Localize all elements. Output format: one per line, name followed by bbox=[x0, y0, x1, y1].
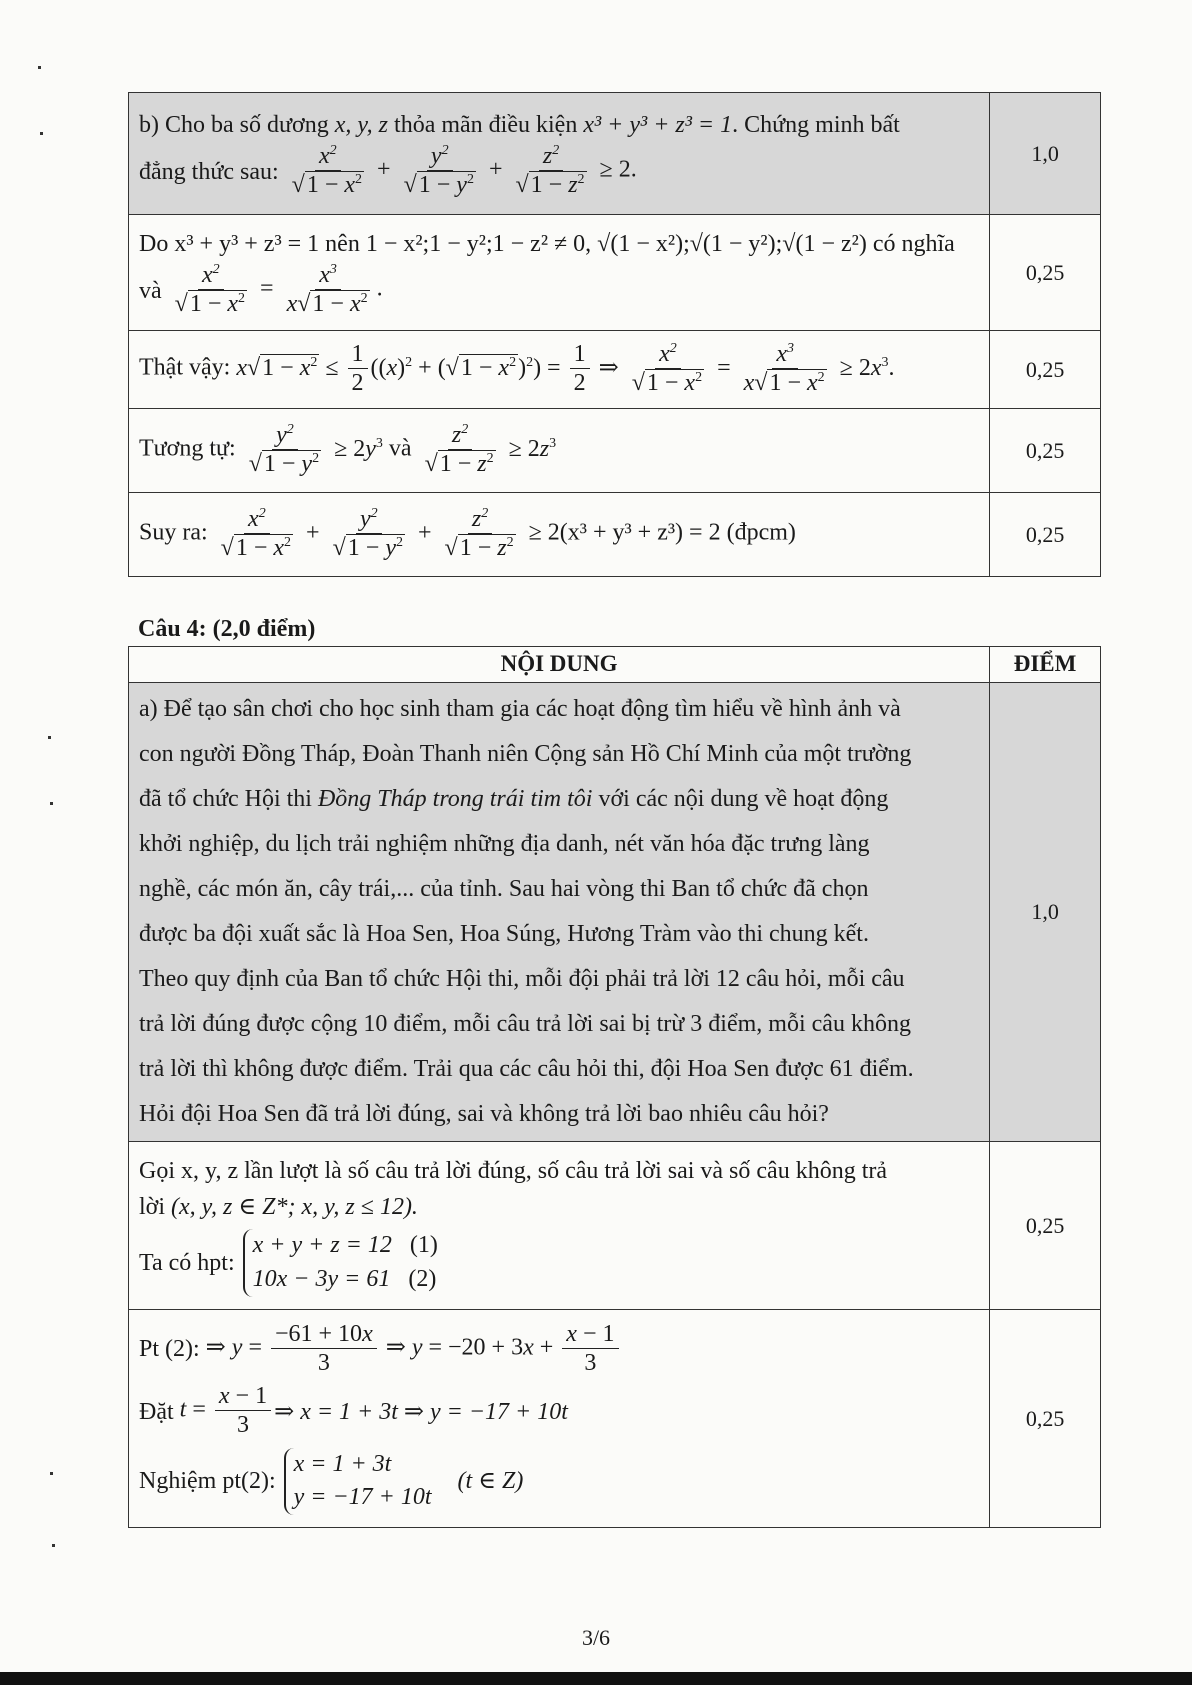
problem-text: đã tổ chức Hội thi bbox=[139, 785, 318, 812]
solution-cell bbox=[129, 409, 990, 493]
problem-line: trả lời đúng được cộng 10 điểm, mỗi câu trả lời sai bị trừ 3 điểm, mỗi câu không bbox=[139, 1010, 911, 1037]
score-cell: 0,25 bbox=[990, 1309, 1101, 1527]
variable-domain: (x, y, z ∈ Z*; x, y, z ≤ 12). bbox=[171, 1194, 418, 1221]
cau4-table bbox=[128, 646, 1101, 1528]
solution-cell bbox=[129, 331, 990, 409]
question-row bbox=[129, 93, 1101, 215]
equation-tag: (2) bbox=[408, 1266, 437, 1292]
problem-line: Theo quy định của Ban tổ chức Hội thi, mỗi đội phải trả lời 12 câu hỏi, mỗi câu bbox=[139, 965, 905, 992]
scan-speck bbox=[40, 132, 43, 135]
step-conclusion: ≥ 2(x³ + y³ + z³) = 2 (đpcm) bbox=[528, 520, 796, 547]
question-heading: Câu 4: (2,0 điểm) bbox=[138, 616, 316, 642]
question-text: b) Cho ba số dương bbox=[139, 112, 335, 139]
scan-speck bbox=[50, 802, 53, 805]
contest-name: Đồng Tháp trong trái tim tôi bbox=[317, 785, 593, 812]
solution-equation: y = −17 + 10t bbox=[293, 1484, 432, 1511]
solution-text: Ta có hpt: bbox=[139, 1250, 235, 1276]
step-label: Suy ra: bbox=[139, 520, 208, 547]
step-formula: $\frac{x^2}{√1 - x^2}$ + $\frac{y^2}{√1 - y^2}$ + $\frac{z^2}{√1 - z^2}$ bbox=[220, 506, 514, 561]
solution-text: lời bbox=[139, 1194, 166, 1221]
scan-bottom-edge bbox=[0, 1672, 1192, 1685]
score-cell: 0,25 bbox=[990, 409, 1101, 493]
condition-formula: x³ + y³ + z³ = 1 bbox=[583, 112, 733, 139]
solution-row bbox=[129, 1309, 1101, 1527]
score-column-header: ĐIỂM bbox=[990, 647, 1101, 683]
question-text: . Chứng minh bất bbox=[732, 112, 900, 139]
solution-cell bbox=[129, 1309, 990, 1527]
score-cell: 0,25 bbox=[990, 215, 1101, 331]
step-formula: t = $\frac{x - 1}{3}$ bbox=[180, 1383, 274, 1439]
parameter-domain: (t ∈ Z) bbox=[457, 1468, 524, 1495]
scan-speck bbox=[52, 1544, 55, 1547]
problem-line: con người Đồng Tháp, Đoàn Thanh niên Cộng sản Hồ Chí Minh của một trường bbox=[139, 740, 912, 767]
question-cell bbox=[129, 93, 990, 215]
solution-row bbox=[129, 1141, 1101, 1309]
score-cell: 0,25 bbox=[990, 493, 1101, 577]
equation-system bbox=[243, 1229, 438, 1296]
problem-row bbox=[129, 682, 1101, 1141]
page-number: 3/6 bbox=[581, 1625, 611, 1650]
solution-row bbox=[129, 215, 1101, 331]
step-text: và bbox=[139, 277, 162, 304]
problem-line: trả lời thì không được điểm. Trải qua các câu hỏi thi, đội Hoa Sen được 61 điểm. bbox=[139, 1055, 914, 1082]
solution-text: Pt (2): bbox=[139, 1336, 200, 1363]
solution-system bbox=[284, 1448, 432, 1515]
problem-line: nghề, các món ăn, cây trái,... của tỉnh. Sau hai vòng thi Ban tổ chức đã chọn bbox=[139, 875, 869, 902]
step-formula: $x√1 - x^2$ ≤ $\frac{1}{2}$ $((x)^2 + (√1 - x^2)^2)$ = $\frac{1}{2}$ ⇒ $\frac{x^2}{√1 - x^2}$ = $\frac{x^3}{x√1 - x^2}$ ≥ $2x^3$. bbox=[236, 341, 895, 396]
scan-speck bbox=[48, 736, 51, 739]
step-formula: $\frac{z^2}{√1 - z^2}$ ≥ $2z^3$ bbox=[424, 422, 557, 477]
scan-speck bbox=[50, 1472, 53, 1475]
solution-cell bbox=[129, 1141, 990, 1309]
step-text: Do x³ + y³ + z³ = 1 nên 1 − x²;1 − y²;1 − z² ≠ 0, √(1 − x²);√(1 − y²);√(1 − z²) có nghĩa bbox=[139, 231, 955, 258]
part-b-table bbox=[128, 92, 1101, 577]
scan-speck bbox=[38, 66, 41, 69]
step-text: và bbox=[388, 436, 412, 463]
solution-text: Gọi x, y, z lần lượt là số câu trả lời đúng, số câu trả lời sai và số câu không trả bbox=[139, 1158, 888, 1185]
problem-text: với các nội dung về hoạt động bbox=[598, 785, 889, 812]
solution-text: Nghiệm pt(2): bbox=[139, 1468, 276, 1495]
solution-row bbox=[129, 331, 1101, 409]
substitution-result: ⇒ x = 1 + 3t ⇒ y = −17 + 10t bbox=[274, 1398, 568, 1425]
equation-2: 10x − 3y = 61 bbox=[252, 1266, 391, 1292]
step-formula: ⇒ y = $\frac{-61 + 10x}{3}$ ⇒ y = −20 + 3x + $\frac{x - 1}{3}$ bbox=[206, 1321, 622, 1377]
question-vars: x, y, z bbox=[334, 112, 389, 139]
header-row bbox=[129, 647, 1101, 683]
content-column-header: NỘI DUNG bbox=[129, 647, 990, 683]
solution-cell bbox=[129, 215, 990, 331]
score-cell: 0,25 bbox=[990, 331, 1101, 409]
question-text: thỏa mãn điều kiện bbox=[388, 112, 584, 139]
problem-cell bbox=[129, 682, 990, 1141]
problem-line: được ba đội xuất sắc là Hoa Sen, Hoa Súng, Hương Tràm vào thi chung kết. bbox=[139, 920, 869, 947]
solution-row bbox=[129, 409, 1101, 493]
problem-line: khởi nghiệp, du lịch trải nghiệm những địa danh, nét văn hóa đặc trưng làng bbox=[139, 830, 870, 857]
solution-text: Đặt bbox=[139, 1398, 174, 1425]
problem-line bbox=[139, 777, 979, 822]
step-label: Thật vậy: bbox=[139, 355, 231, 382]
inequality-formula: $\frac{x^2}{√1 - x^2}$ + $\frac{y^2}{√1 - y^2}$ + $\frac{z^2}{√1 - z^2}$ ≥ 2. bbox=[291, 143, 637, 198]
equation-1: x + y + z = 12 bbox=[252, 1232, 392, 1259]
problem-line: a) Để tạo sân chơi cho học sinh tham gia các hoạt động tìm hiểu về hình ảnh và bbox=[139, 695, 901, 722]
solution-equation: x = 1 + 3t bbox=[293, 1450, 392, 1477]
solution-cell bbox=[129, 493, 990, 577]
question-text: đẳng thức sau: bbox=[139, 158, 279, 185]
step-label: Tương tự: bbox=[139, 436, 236, 463]
problem-line: Hỏi đội Hoa Sen đã trả lời đúng, sai và không trả lời bao nhiêu câu hỏi? bbox=[139, 1100, 829, 1127]
solution-row bbox=[129, 493, 1101, 577]
score-cell: 1,0 bbox=[990, 93, 1101, 215]
score-cell: 1,0 bbox=[990, 682, 1101, 1141]
score-cell: 0,25 bbox=[990, 1141, 1101, 1309]
step-formula: $\frac{x^2}{√1 - x^2}$ = $\frac{x^3}{x√1 - x^2}$ . bbox=[174, 262, 383, 317]
equation-tag: (1) bbox=[409, 1232, 438, 1259]
step-formula: $\frac{y^2}{√1 - y^2}$ ≥ $2y^3$ bbox=[248, 422, 383, 477]
